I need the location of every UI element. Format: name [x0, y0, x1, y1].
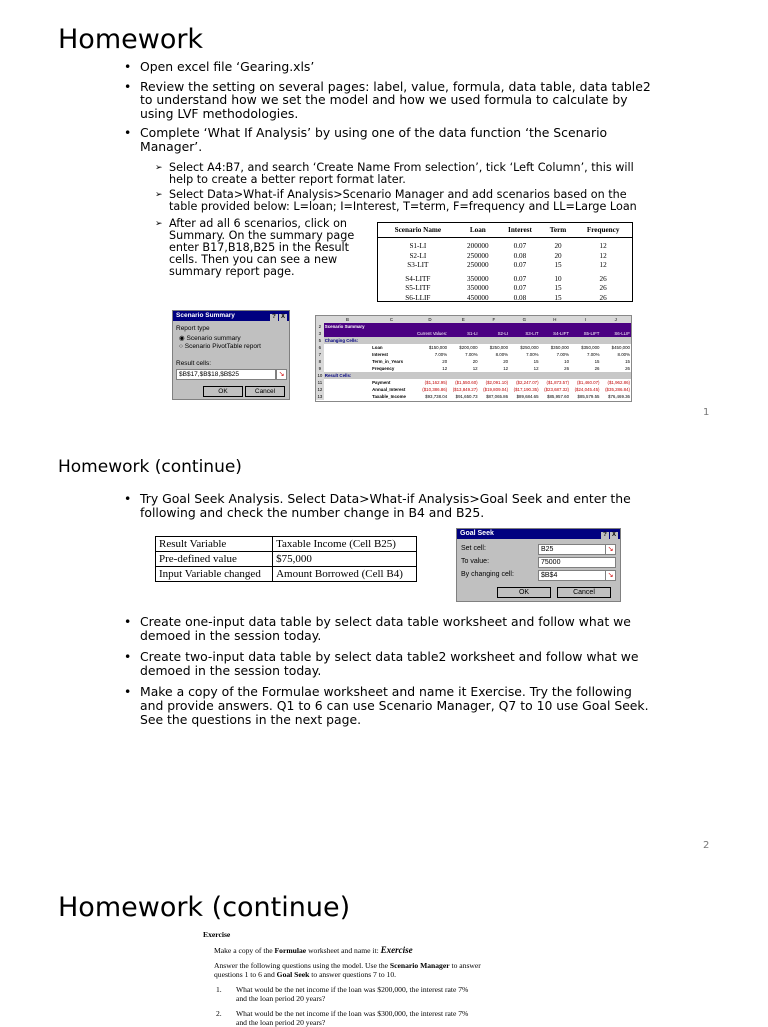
table-cell: 200000 [467, 242, 489, 250]
sheet-cell[interactable]: ($13,849.27) [452, 387, 478, 392]
set-cell-label: Set cell: [461, 545, 486, 552]
sheet-cell[interactable]: ($2,091.10) [485, 380, 509, 385]
result-cells-label: Result cells: [176, 360, 212, 367]
sheet-cell[interactable] [324, 379, 371, 386]
sheet-cell[interactable]: S1-LI [448, 330, 478, 337]
scenario-table-header: Scenario Name [378, 223, 458, 238]
text: worksheet and name it: [306, 946, 381, 955]
exercise-question-2 [203, 1009, 476, 1027]
sheet-cell[interactable]: Result Cells: [324, 372, 371, 379]
sheet-cell[interactable]: Current Values: [412, 330, 448, 337]
sheet-cell[interactable]: ($35,286.84) [605, 387, 630, 392]
sheet-cell[interactable]: ($23,687.32) [544, 387, 570, 392]
scenario-table-header: Frequency [574, 223, 632, 238]
sheet-cell[interactable] [479, 323, 509, 330]
result-cells-input[interactable]: $B$17,$B$18,$B$25 [176, 369, 276, 380]
table-row [378, 252, 632, 262]
cancel-button[interactable]: Cancel [245, 386, 285, 397]
sheet-cell[interactable]: 12 [472, 366, 478, 371]
sheet-cell[interactable] [371, 337, 412, 344]
table-cell: 0.07 [513, 242, 527, 250]
text: to answer questions 7 to 10. [309, 970, 397, 979]
sheet-cell[interactable] [324, 351, 371, 358]
sheet-cell[interactable] [600, 372, 631, 379]
sheet-cell[interactable]: Payment [372, 380, 391, 385]
sheet-cell[interactable] [412, 337, 448, 344]
slide3-title: Homework (continue) [58, 892, 351, 923]
sheet-row-number[interactable]: 6 [316, 344, 324, 351]
table-row [156, 537, 417, 552]
table-cell: 15 [554, 293, 562, 302]
sheet-cell[interactable] [324, 386, 371, 393]
slide1-bullet-2: • Review the setting on several pages: label, value, formula, data table, data table2 to understand how we set the model and how we used formula to calculate by using LVF methodologies. [124, 80, 654, 121]
sheet-column-header[interactable]: I [570, 316, 600, 323]
sheet-cell[interactable]: ($1,460.07) [577, 380, 600, 385]
sheet-cell[interactable] [324, 344, 371, 351]
sheet-row-number[interactable]: 13 [317, 394, 323, 399]
sheet-cell[interactable]: $150,000 [428, 345, 448, 350]
close-icon[interactable]: X [280, 314, 285, 320]
sheet-cell[interactable]: ($1,550.60) [455, 380, 478, 385]
sheet-column-header[interactable]: E [448, 316, 478, 323]
sheet-cell[interactable]: $250,000 [489, 345, 509, 350]
table-row [316, 372, 631, 379]
table-row [316, 365, 631, 372]
sheet-column-header[interactable]: G [509, 316, 539, 323]
close-icon[interactable]: X [611, 532, 616, 538]
sheet-row-number[interactable]: 3 [316, 330, 324, 337]
set-cell-input[interactable]: B25 [538, 544, 606, 555]
table-cell: Amount Borrowed (Cell B4) [273, 567, 417, 582]
slide1-subbullet-1: ➢ Select A4:B7, and search ‘Create Name From selection’, tick ‘Left Column’, this will help to create a better report format later. [155, 162, 645, 186]
table-row [316, 330, 631, 337]
sheet-row-number[interactable]: 7 [316, 351, 324, 358]
table-cell: S3-LIT [407, 261, 429, 269]
exercise-question-1 [203, 985, 476, 1003]
table-cell: 12 [599, 251, 607, 260]
slide1-bullet-1: • Open excel file ‘Gearing.xls’ [124, 60, 654, 74]
cancel-button[interactable]: Cancel [557, 587, 611, 598]
sheet-row-number[interactable]: 8 [316, 358, 324, 365]
sheet-cell[interactable]: $200,000 [459, 345, 478, 350]
help-icon[interactable]: ? [601, 532, 609, 539]
goal-seek-table [155, 536, 417, 582]
sheet-cell[interactable] [540, 337, 570, 344]
table-cell: 15 [554, 261, 562, 269]
report-type-label: Report type [176, 325, 210, 332]
sheet-cell[interactable]: 12 [442, 366, 448, 371]
sheet-column-header[interactable]: C [371, 316, 412, 323]
table-cell: Result Variable [156, 537, 273, 552]
slide1-subbullet-3: ➢ After ad all 6 scenarios, click on Summary. On the summary page enter B17,B18,B25 in the Result cells. Then you can see a new summary report page. [155, 218, 355, 278]
table-cell: Taxable Income (Cell B25) [273, 537, 417, 552]
table-cell: 350000 [467, 274, 489, 283]
table-cell: 0.07 [513, 284, 527, 292]
ok-button[interactable]: OK [497, 587, 551, 598]
sheet-cell[interactable]: Term_in_Years [372, 359, 404, 364]
sheet-cell[interactable]: 7.00% [465, 352, 478, 357]
sheet-cell[interactable]: 26 [625, 366, 630, 371]
sheet-cell[interactable] [448, 323, 478, 330]
sheet-cell[interactable] [371, 372, 412, 379]
sheet-cell[interactable]: ($10,386.86) [422, 387, 448, 392]
slide1-subbullet-list-2 [155, 218, 355, 281]
slide2-bullet-1: • Try Goal Seek Analysis. Select Data>What-if Analysis>Goal Seek and enter the following and check the number change in B4 and B25. [124, 492, 654, 519]
table-row [316, 379, 631, 386]
sheet-cell[interactable]: 10 [564, 359, 570, 364]
to-value-input[interactable]: 75000 [538, 557, 616, 568]
slide2-bullet-4: • Make a copy of the Formulae worksheet and name it Exercise. Try the following and provide answers. Q1 to 6 can use Scenario Manager, Q7 to 10 use Goal Seek. See the questions in the next page. [124, 685, 654, 726]
table-cell: 26 [599, 284, 607, 292]
sheet-cell[interactable]: ($1,162.95) [424, 380, 448, 385]
changing-cell-label: By changing cell: [461, 571, 514, 578]
sheet-cell[interactable] [371, 323, 412, 330]
sheet-cell[interactable]: $250,000 [520, 345, 539, 350]
table-row [316, 358, 631, 365]
sheet-cell[interactable]: S4-LIFT [540, 330, 570, 337]
sheet-cell[interactable]: Taxable_Income [372, 394, 406, 399]
text: 2. [216, 1009, 222, 1018]
sheet-column-header-row [316, 316, 631, 323]
slide1-subbullet-list [155, 162, 645, 216]
exercise-instruction-2 [203, 961, 503, 979]
to-value-label: To value: [461, 558, 490, 565]
table-cell: 12 [599, 261, 607, 269]
sheet-cell[interactable] [479, 337, 509, 344]
table-row [378, 275, 632, 285]
sheet-column-header[interactable]: B [324, 316, 371, 323]
slide1-bullet-3: • Complete ‘What If Analysis’ by using one of the data function ‘the Scenario Manager’. [124, 126, 654, 153]
collapse-dialog-icon[interactable]: ↘ [605, 544, 616, 555]
scenario-table [377, 222, 633, 302]
table-cell: 450000 [467, 293, 489, 302]
text: Scenario Manager [389, 961, 450, 970]
scenario-table-header: Term [542, 223, 574, 238]
sheet-column-header[interactable]: J [600, 316, 631, 323]
slide2-bullet-2: • Create one-input data table by select data table worksheet and follow what we demoed in the session today. [124, 615, 654, 642]
sheet-cell[interactable]: $350,000 [581, 345, 600, 350]
sheet-cell[interactable]: Changing Cells: [324, 337, 371, 344]
table-row [316, 323, 631, 330]
sheet-cell[interactable] [509, 323, 539, 330]
table-row [316, 351, 631, 358]
sheet-cell[interactable]: 8.00% [495, 352, 509, 357]
collapse-dialog-icon[interactable]: ↘ [605, 570, 616, 581]
sheet-cell[interactable]: 26 [594, 366, 600, 371]
sheet-cell[interactable] [448, 337, 478, 344]
sheet-cell[interactable] [324, 330, 371, 337]
sheet-cell[interactable]: 20 [472, 359, 478, 364]
sheet-row-number[interactable]: 10 [317, 373, 323, 378]
table-row [378, 242, 632, 252]
sheet-cell[interactable]: 12 [533, 366, 539, 371]
sheet-cell[interactable]: 15 [625, 359, 630, 364]
table-cell: 250000 [467, 251, 489, 260]
dialog-titlebar [457, 529, 620, 539]
sheet-cell[interactable]: $87,065.86 [486, 394, 509, 399]
table-row [316, 337, 631, 344]
sheet-cell[interactable]: Frequency [372, 366, 395, 371]
table-cell: 12 [599, 242, 607, 250]
sheet-cell[interactable] [324, 393, 371, 400]
summary-sheet-table [316, 316, 631, 400]
sheet-cell[interactable]: Scenario Summary [324, 323, 371, 330]
slide1-subbullet-2: ➢ Select Data>What-if Analysis>Scenario Manager and add scenarios based on the table provided below: L=loan; I=Interest, T=term, F=frequency and LL=Large Loan [155, 189, 645, 213]
sheet-cell[interactable]: Loan [372, 345, 383, 350]
sheet-cell[interactable] [324, 358, 371, 365]
slide2-bullet-3: • Create two-input data table by select data table2 worksheet and follow what we demoed in the session today. [124, 650, 654, 677]
table-cell: S5-LITF [405, 284, 431, 292]
sheet-cell[interactable]: $89,684.65 [516, 394, 539, 399]
table-row [316, 386, 631, 393]
slide1-bullet-list [124, 60, 654, 160]
table-row [378, 284, 632, 294]
sheet-cell[interactable] [540, 372, 570, 379]
table-cell: 0.08 [513, 251, 527, 260]
sheet-cell[interactable]: S2-LI [479, 330, 509, 337]
sheet-cell[interactable]: 7.00% [526, 352, 539, 357]
sheet-cell[interactable]: ($1,962.86) [607, 380, 630, 385]
table-row [378, 261, 632, 271]
sheet-cell[interactable]: $450,000 [611, 345, 630, 350]
table-row [316, 393, 631, 400]
sheet-cell[interactable] [324, 365, 371, 372]
text: Answer the following questions using the model. Use the [214, 961, 390, 970]
sheet-cell[interactable]: 15 [533, 359, 539, 364]
scenario-table-header: Loan [458, 223, 498, 238]
goal-seek-dialog [456, 528, 621, 602]
sheet-cell[interactable]: S6-LLIF [600, 330, 631, 337]
sheet-cell[interactable]: 20 [442, 359, 448, 364]
sheet-cell[interactable]: 7.00% [587, 352, 600, 357]
sheet-cell[interactable]: ($17,190.35) [513, 387, 539, 392]
sheet-cell[interactable]: 20 [503, 359, 509, 364]
dialog-title: Scenario Summary [176, 312, 235, 319]
dialog-title: Goal Seek [460, 530, 494, 537]
exercise-instruction-1 [203, 945, 503, 955]
changing-cell-input[interactable]: $B$4 [538, 570, 606, 581]
sheet-cell[interactable] [371, 330, 412, 337]
radio-label: Scenario summary [186, 335, 241, 342]
table-row [316, 344, 631, 351]
slide1-title: Homework [58, 24, 204, 55]
table-cell: $75,000 [273, 552, 417, 567]
sheet-cell[interactable]: S3-LIT [509, 330, 539, 337]
text: Formulae [274, 946, 307, 955]
sheet-cell[interactable] [479, 372, 509, 379]
sheet-row-number[interactable]: 5 [316, 337, 324, 344]
table-cell: 20 [554, 251, 562, 260]
table-cell: 0.07 [513, 274, 527, 283]
sheet-row-number[interactable]: 11 [317, 380, 323, 385]
sheet-cell[interactable]: 8.00% [617, 352, 630, 357]
sheet-cell[interactable] [600, 323, 631, 330]
scenario-table-header: Interest [498, 223, 542, 238]
sheet-cell[interactable]: 7.00% [556, 352, 570, 357]
sheet-cell[interactable] [412, 372, 448, 379]
sheet-column-header[interactable]: D [412, 316, 448, 323]
exercise-heading: Exercise [203, 930, 231, 939]
table-cell: Pre-defined value [156, 552, 273, 567]
scenario-summary-radio[interactable]: ◉ Scenario summary [179, 335, 241, 342]
table-cell: 26 [599, 274, 607, 283]
table-cell: 10 [554, 274, 562, 283]
sheet-cell[interactable]: 15 [594, 359, 600, 364]
sheet-cell[interactable] [448, 372, 478, 379]
sheet-cell[interactable]: $85,579.55 [577, 394, 600, 399]
ok-button[interactable]: OK [203, 386, 243, 397]
scenario-summary-dialog [172, 310, 290, 400]
table-cell: S4-LITF [405, 274, 431, 283]
sheet-cell[interactable] [412, 323, 448, 330]
sheet-cell[interactable]: ($19,809.04) [483, 387, 509, 392]
text: What would be the net income if the loan was $200,000, the interest rate 7% and the loan period 20 years? [236, 985, 469, 1003]
table-cell: 0.08 [513, 293, 527, 302]
sheet-cell[interactable] [570, 337, 600, 344]
sheet-cell[interactable] [600, 337, 631, 344]
slide2-bullet-list-top [124, 492, 654, 525]
text: 1. [216, 985, 222, 994]
slide2-title: Homework (continue) [58, 457, 242, 477]
sheet-column-header[interactable]: F [479, 316, 509, 323]
sheet-cell[interactable]: $76,469.36 [608, 394, 630, 399]
text: What would be the net income if the loan was $300,000, the interest rate 7% and the loan period 20 years? [236, 1009, 469, 1027]
sheet-cell[interactable]: $91,650.73 [455, 394, 478, 399]
table-cell: 250000 [467, 261, 489, 269]
text: to answer questions 1 to 6 and [214, 961, 481, 979]
exercise-sheet [203, 930, 503, 1027]
text: Goal Seek [276, 970, 310, 979]
table-cell: S2-LI [409, 251, 427, 260]
sheet-cell[interactable]: $93,738.04 [425, 394, 448, 399]
sheet-row-number[interactable]: 12 [317, 387, 323, 392]
table-row [156, 567, 417, 582]
sheet-cell[interactable] [509, 372, 539, 379]
sheet-cell[interactable]: Interest [372, 352, 388, 357]
table-cell: 20 [554, 242, 562, 250]
table-row [378, 294, 632, 304]
sheet-cell[interactable]: Annual_Interest [372, 387, 406, 392]
text: Exercise [380, 945, 413, 955]
dialog-titlebar [173, 311, 289, 321]
table-cell: 15 [554, 284, 562, 292]
sheet-row-number[interactable]: 9 [316, 365, 324, 372]
sheet-column-header[interactable] [316, 316, 324, 323]
sheet-cell[interactable] [570, 372, 600, 379]
sheet-cell[interactable]: ($24,045.45) [574, 387, 600, 392]
table-cell: 26 [599, 293, 607, 302]
sheet-cell[interactable]: $350,000 [550, 345, 570, 350]
slide2-bullet-list [124, 615, 654, 732]
table-cell: Input Variable changed [156, 567, 273, 582]
sheet-cell[interactable] [509, 337, 539, 344]
text: Make a copy of the [214, 946, 275, 955]
help-icon[interactable]: ? [270, 314, 278, 321]
sheet-cell[interactable]: S5-LIFT [570, 330, 600, 337]
radio-label: Scenario PivotTable report [184, 343, 261, 350]
sheet-row-number[interactable]: 2 [316, 323, 324, 330]
page-number-2: 2 [703, 840, 710, 851]
sheet-column-header[interactable]: H [540, 316, 570, 323]
sheet-cell[interactable] [570, 323, 600, 330]
table-cell: S1-LI [409, 242, 427, 250]
page-number-1: 1 [703, 407, 710, 418]
sheet-cell[interactable]: 7.00% [434, 352, 448, 357]
sheet-cell[interactable] [540, 323, 570, 330]
collapse-dialog-icon[interactable]: ↘ [276, 369, 287, 380]
sheet-cell[interactable]: ($1,873.57) [546, 380, 570, 385]
sheet-cell[interactable]: 26 [564, 366, 570, 371]
sheet-cell[interactable]: ($2,247.07) [516, 380, 539, 385]
table-cell: 350000 [467, 284, 489, 292]
sheet-cell[interactable]: $85,957.60 [547, 394, 570, 399]
pivottable-report-radio[interactable]: ○ Scenario PivotTable report [179, 343, 261, 350]
table-cell: 0.07 [513, 261, 527, 269]
table-row [156, 552, 417, 567]
table-cell: S6-LLIF [405, 293, 431, 302]
scenario-summary-sheet [315, 315, 632, 402]
sheet-cell[interactable]: 12 [503, 366, 509, 371]
